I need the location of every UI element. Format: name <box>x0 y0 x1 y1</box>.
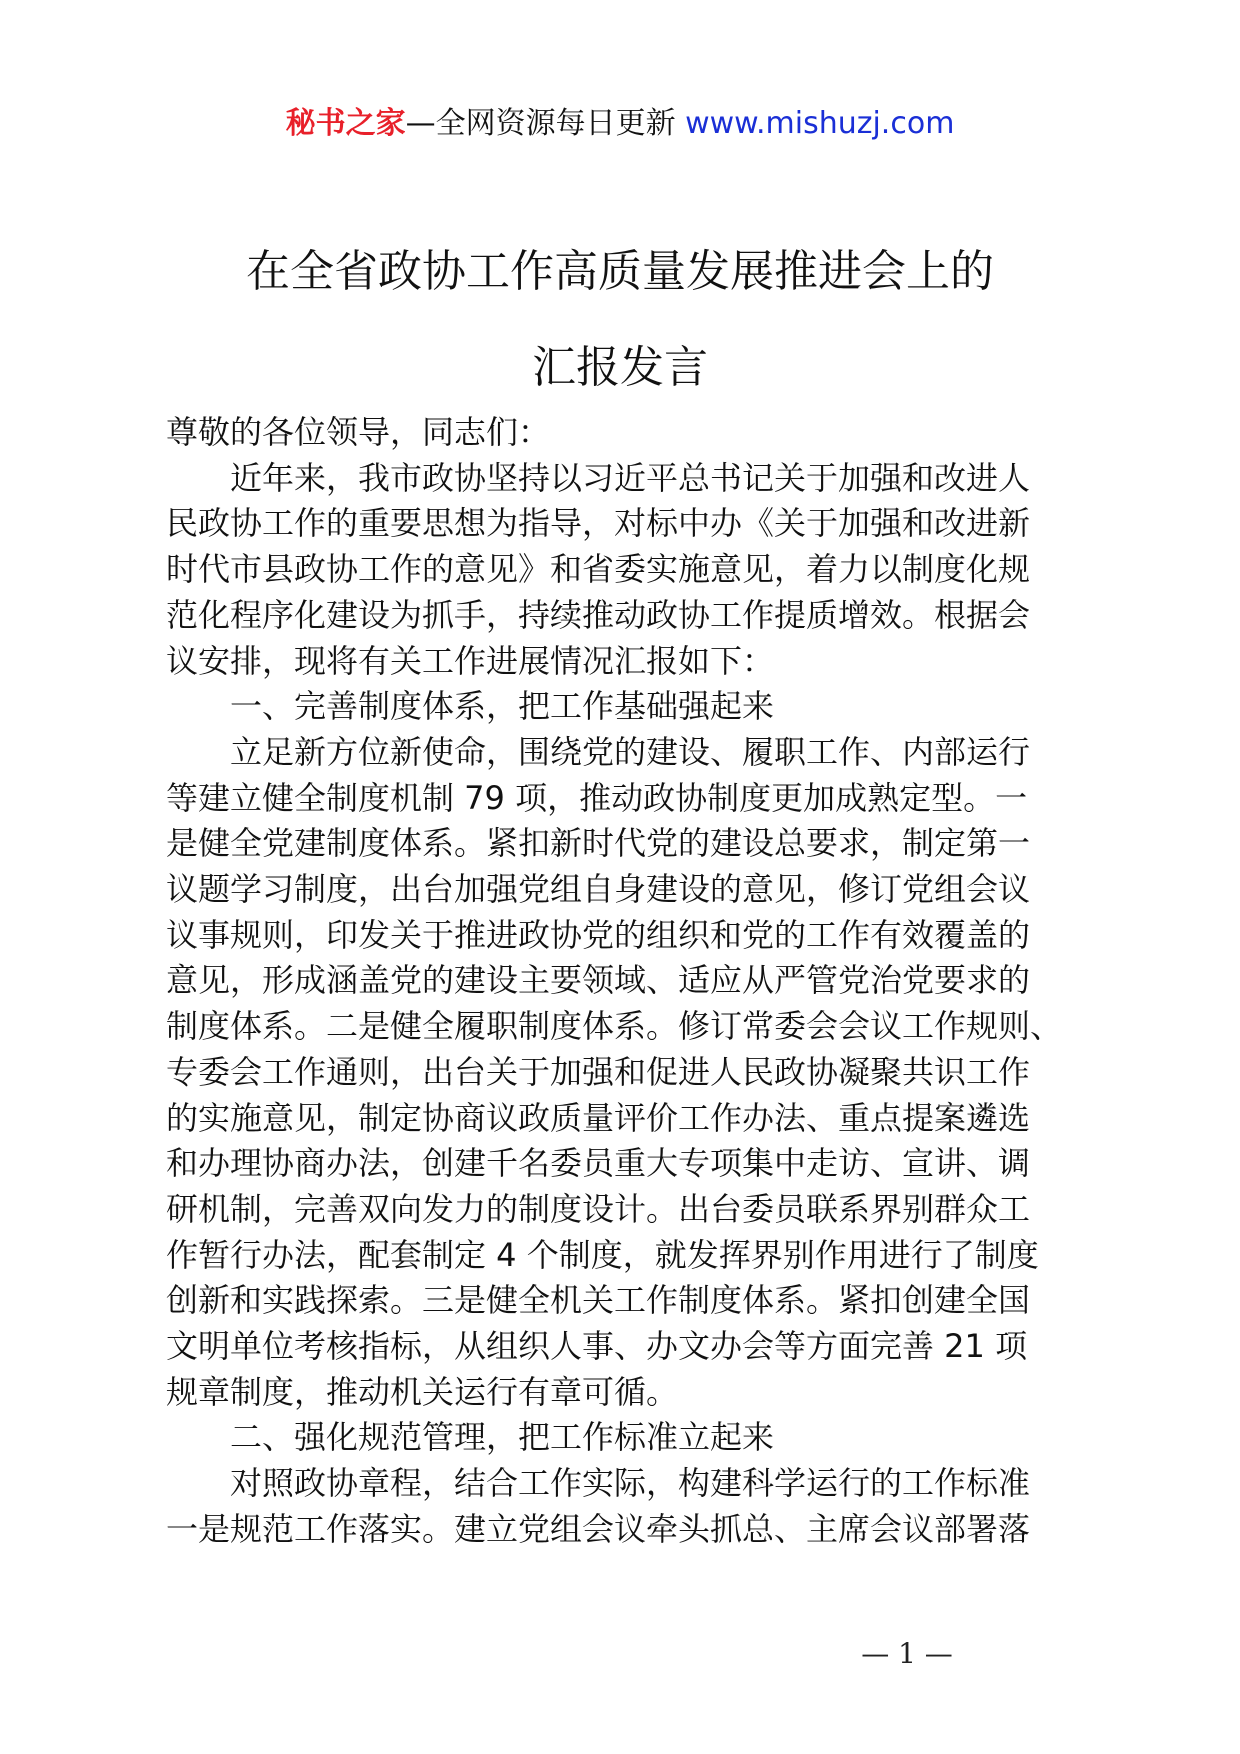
document-body <box>166 410 1082 1553</box>
text-line: 议题学习制度，出台加强党组自身建设的意见，修订党组会议 <box>166 870 1031 909</box>
document-title-line-2: 汇报发言 <box>532 342 708 393</box>
document-title-line-1: 在全省政协工作高质量发展推进会上的 <box>246 246 994 297</box>
text-line: 议安排，现将有关工作进展情况汇报如下： <box>166 641 775 680</box>
text-line: 一是规范工作落实。建立党组会议牵头抓总、主席会议部署落 <box>166 1509 1031 1548</box>
text-line: 的实施意见，制定协商议政质量评价工作办法、重点提案遴选 <box>166 1098 1031 1137</box>
page-footer <box>0 1636 1240 1672</box>
text-line: 议事规则，印发关于推进政协党的组织和党的工作有效覆盖的 <box>166 915 1031 954</box>
website-link[interactable]: www.mishuzj.com <box>675 106 955 141</box>
paragraph-section-1 <box>166 730 1082 1416</box>
text-line: 和办理协商办法，创建千名委员重大专项集中走访、宣讲、调 <box>166 1144 1031 1183</box>
header-slogan: —全网资源每日更新 <box>405 106 676 141</box>
paragraph-section-2 <box>166 1461 1082 1552</box>
text-line: 范化程序化建设为抓手，持续推动政协工作提质增效。根据会 <box>166 595 1031 634</box>
text-line: 一、完善制度体系，把工作基础强起来 <box>230 687 775 726</box>
text-line: 是健全党建制度体系。紧扣新时代党的建设总要求，制定第一 <box>166 824 1031 863</box>
text-line: 近年来，我市政协坚持以习近平总书记关于加强和改进人 <box>230 458 1031 497</box>
text-line: 二、强化规范管理，把工作标准立起来 <box>230 1418 775 1457</box>
text-line: 尊敬的各位领导，同志们： <box>166 413 551 451</box>
text-line: 立足新方位新使命，围绕党的建设、履职工作、内部运行 <box>230 732 1031 771</box>
brand-name[interactable]: 秘书之家 <box>285 106 406 141</box>
text-line: 规章制度，推动机关运行有章可循。 <box>166 1372 679 1411</box>
text-line: 等建立健全制度机制 79 项，推动政协制度更加成熟定型。一 <box>166 778 1028 817</box>
text-line: 民政协工作的重要思想为指导，对标中办《关于加强和改进新 <box>166 504 1031 543</box>
text-line: 创新和实践探索。三是健全机关工作制度体系。紧扣创建全国 <box>166 1281 1031 1320</box>
text-line: 文明单位考核指标，从组织人事、办文办会等方面完善 21 项 <box>166 1327 1028 1366</box>
text-line: 意见，形成涵盖党的建设主要领域、适应从严管党治党要求的 <box>166 961 1031 1000</box>
site-header <box>0 104 1240 144</box>
text-line: 专委会工作通则，出台关于加强和促进人民政协凝聚共识工作 <box>166 1052 1031 1091</box>
text-line: 对照政协章程，结合工作实际，构建科学运行的工作标准 <box>230 1464 1031 1503</box>
text-line: 作暂行办法，配套制定 4 个制度，就发挥界别作用进行了制度 <box>166 1235 1039 1274</box>
salutation <box>166 410 1082 456</box>
section-heading-2 <box>166 1415 1082 1461</box>
section-heading-1 <box>166 684 1082 730</box>
page-number: — 1 — <box>861 1637 953 1670</box>
text-line: 制度体系。二是健全履职制度体系。修订常委会会议工作规则、 <box>166 1007 1063 1046</box>
paragraph-intro <box>166 456 1082 685</box>
text-line: 时代市县政协工作的意见》和省委实施意见，着力以制度化规 <box>166 550 1031 589</box>
text-line: 研机制，完善双向发力的制度设计。出台委员联系界别群众工 <box>166 1189 1031 1228</box>
